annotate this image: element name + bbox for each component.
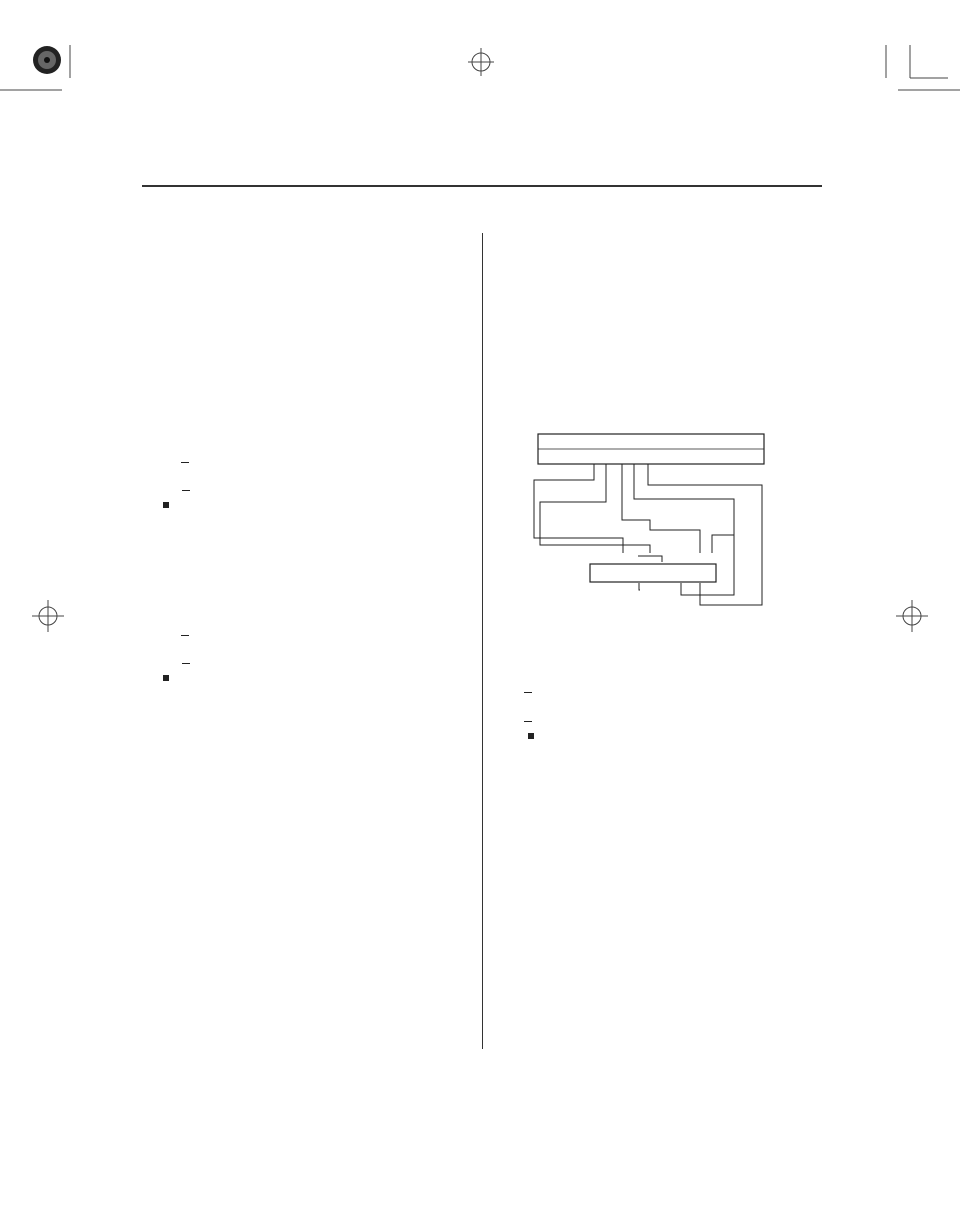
wire-red: [534, 464, 623, 553]
answer-yes-1: [180, 456, 190, 471]
answer-no-3: [523, 715, 823, 744]
end-square-icon: [163, 675, 169, 681]
connector-7p: [590, 564, 716, 582]
connector-diagram: [500, 390, 800, 645]
end-square-icon: [528, 733, 534, 739]
wire-orn: [648, 464, 762, 605]
end-square-icon: [163, 502, 169, 508]
answer-no-2: [158, 657, 468, 686]
wire-ltgrn-return: [681, 535, 734, 595]
wire-stub: [639, 583, 640, 590]
connector-lock-tab: [638, 556, 662, 562]
wire-ltgrn: [634, 464, 734, 553]
answer-yes-3: [523, 686, 533, 701]
column-divider: [482, 233, 483, 1049]
answer-no-1: [158, 484, 468, 513]
title-rule: [142, 185, 822, 187]
answer-yes-2: [180, 629, 190, 644]
